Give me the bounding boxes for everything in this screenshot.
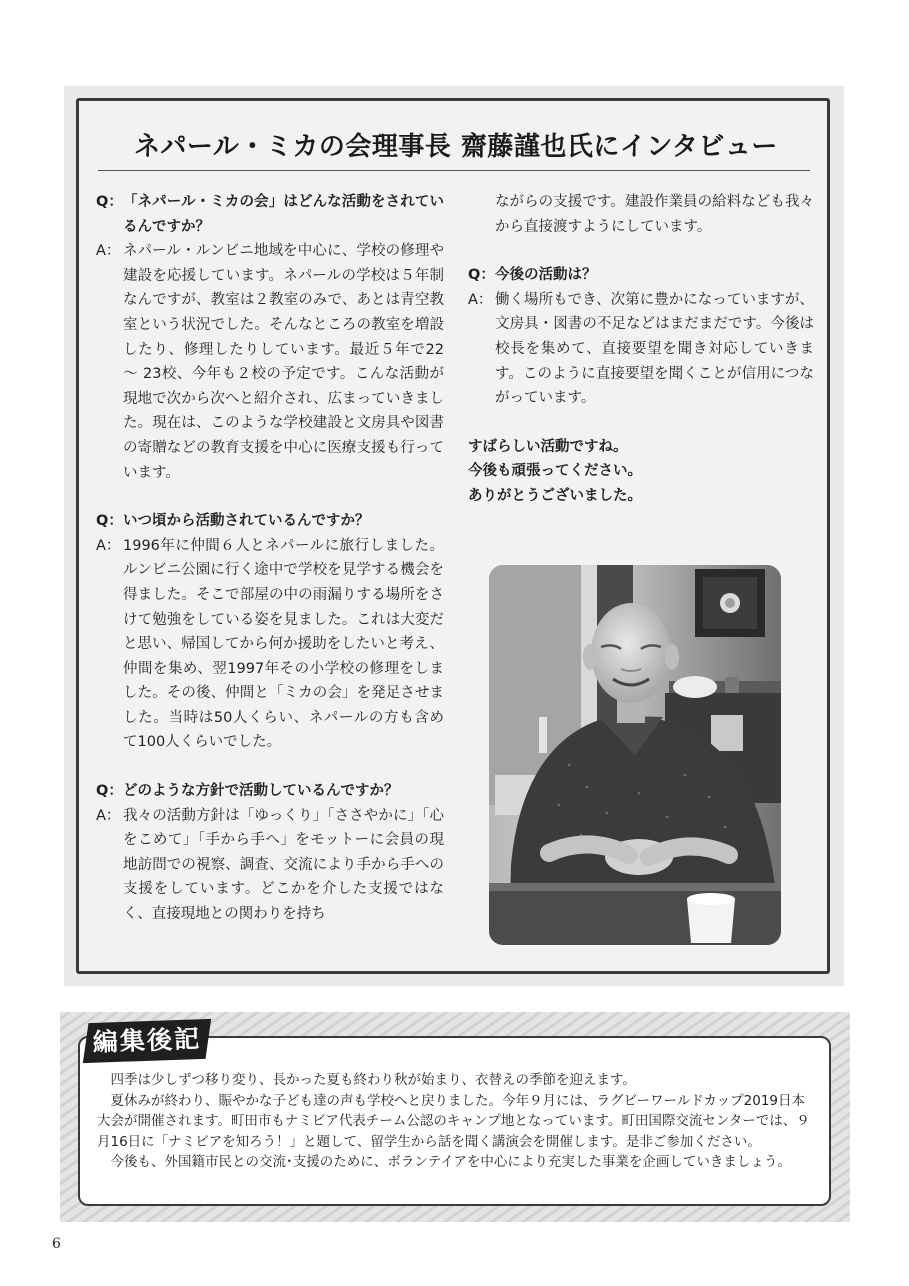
answer-4-text: 働く場所もでき、次第に豊かになっていますが、文房具・図書の不足などはまだまだです。今後は校長を集めて、直接要望を聞き対応していきます。このように直接要望を聞くことが信用につながっています。 xyxy=(495,291,814,407)
page-number: 6 xyxy=(52,1236,61,1252)
interview-left-column xyxy=(96,190,444,927)
title-divider xyxy=(98,170,810,171)
q-marker: Q： xyxy=(96,513,123,530)
editor-note-paragraph-3: 今後も、外国籍市民との交流･支援のために、ボランテイアを中心により充実した事業を企画していきましょう。 xyxy=(110,1154,791,1170)
editor-note-paragraph-2: 夏休みが終わり、賑やかな子ども達の声も学校へと戻りました。今年９月には、ラグビーワールドカップ2019日本大会が開催されます。町田市もナミビア代表チーム公認のキャンプ地となっています。町田国際交流センターでは、９月16日に「ナミビアを知ろう！」と題して、留学生から話を聞く講演会を開催します。是非ご参加ください。 xyxy=(97,1092,810,1150)
a-marker: A： xyxy=(96,537,121,554)
interviewee-photo xyxy=(489,565,781,945)
question-3 xyxy=(96,779,444,804)
a-marker: A： xyxy=(96,807,121,824)
interview-right-column xyxy=(468,190,814,509)
question-4 xyxy=(468,263,814,288)
question-2-text: いつ頃から活動されているんですか？ xyxy=(123,513,370,530)
question-1 xyxy=(96,190,444,239)
answer-1-text: ネパール・ルンビニ地域を中心に、学校の修理や建設を応援しています。ネパールの学校は５年制なんですが、教室は２教室のみで、あとは青空教室という状況でした。そんなところの教室を増設したり、修理したりしています。最近５年で22～ 23校、今年も２校の予定です。こんな活動が現地で次から次へと紹介され、広まっていきました。現在は、このような学校建設と文房具や図書の寄贈などの教育支援を中心に医療支援も行っています。 xyxy=(123,243,444,481)
answer-2 xyxy=(96,534,444,755)
q-marker: Q： xyxy=(96,194,123,210)
a-marker: A： xyxy=(468,291,493,308)
closing-line-3: ありがとうございました。 xyxy=(468,487,642,504)
question-3-text: どのような方針で活動しているんですか？ xyxy=(123,783,399,800)
answer-2-text: 1996年に仲間６人とネパールに旅行しました。ルンビニ公園に行く途中で学校を見学する機会を得ました。そこで部屋の中の雨漏りする場所をさけて勉強をしている姿を見ました。これは大変だと思い、帰国してから何か援助をしたいと考え、仲間を集め、翌1997年その小学校の修理をしました。その後、仲間と「ミカの会」を発足させました。当時は50人くらい、ネパールの方も含めて100人くらいでした。 xyxy=(123,537,444,751)
editor-note-heading xyxy=(83,1019,211,1063)
answer-1 xyxy=(96,239,444,485)
answer-3 xyxy=(96,804,444,927)
editor-note-heading-text: 編集後記 xyxy=(92,1024,202,1057)
q-marker: Q： xyxy=(96,783,123,800)
closing-line-2: 今後も頑張ってください。 xyxy=(468,463,642,480)
interview-title: ネパール・ミカの会理事長 齋藤謹也氏にインタビュー xyxy=(134,132,778,162)
editor-note-text xyxy=(97,1070,817,1173)
question-2 xyxy=(96,509,444,534)
question-1-text: 「ネパール・ミカの会」はどんな活動をされているんですか？ xyxy=(123,194,444,235)
editor-note-paragraph-1: 四季は少しずつ移り変り、長かった夏も終わり秋が始まり、衣替えの季節を迎えます。 xyxy=(110,1072,636,1088)
a-marker: A： xyxy=(96,243,121,260)
q-marker: Q： xyxy=(468,267,495,284)
answer-3-text: 我々の活動方針は「ゆっくり」「ささやかに」「心をこめて」「手から手へ」をモットーに会員の現地訪問での視察、調査、交流により手から手への支援をしています。どこかを介した支援ではなく、直接現地との関わりを持ち xyxy=(123,807,444,923)
answer-4 xyxy=(468,288,814,411)
closing-line-1: すばらしい活動ですね。 xyxy=(468,438,628,455)
answer-3-continued: ながらの支援です。建設作業員の給料なども我々から直接渡すようにしています。 xyxy=(495,194,814,235)
question-4-text: 今後の活動は？ xyxy=(495,267,597,284)
